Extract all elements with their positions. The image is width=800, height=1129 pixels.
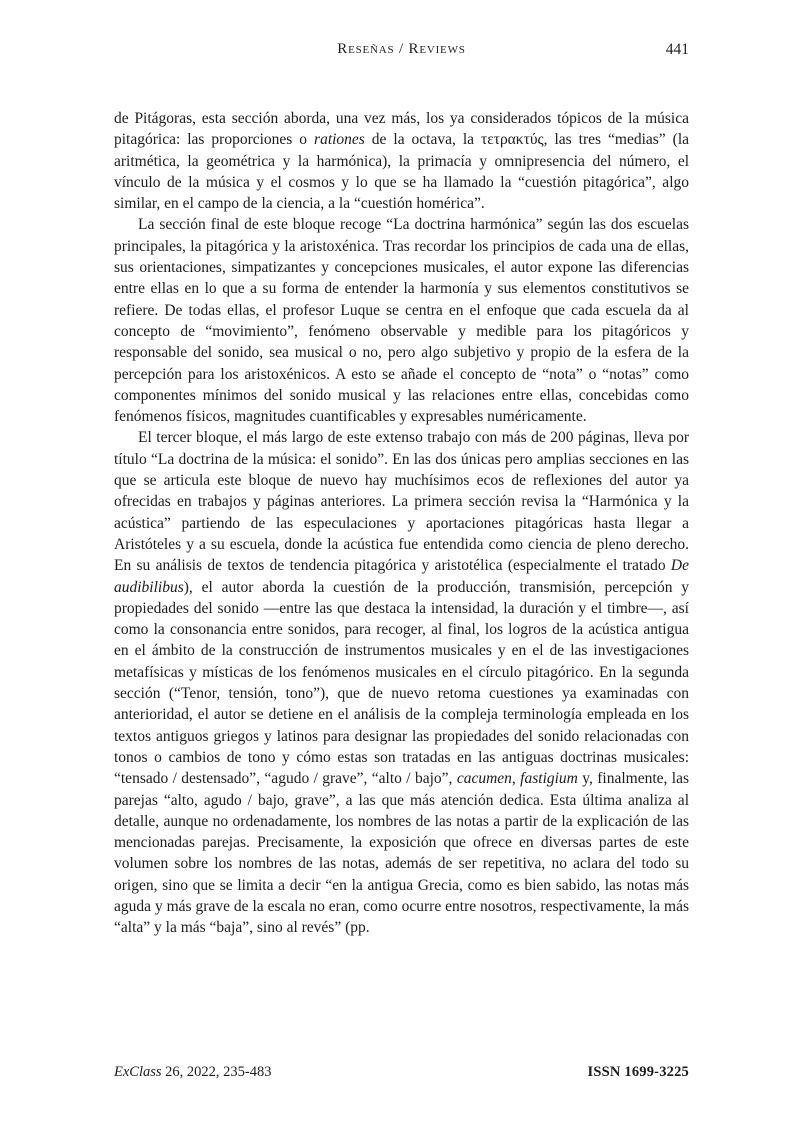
italic-text-run: fastigium xyxy=(520,770,578,788)
issn-label: ISSN 1699-3225 xyxy=(587,1064,689,1080)
journal-citation xyxy=(114,1064,272,1081)
body-text xyxy=(114,108,689,939)
text-run: ), el autor aborda la cuestión de la producción, transmisión, percepción y propiedades del sonido —entre las que destaca la intensidad, la duración y el timbre—, así como la consonancia entre sonidos, para recoger, al final, los logros de la acústica antigua en el ámbito de la construcción de instrumentos musicales y en el de las investigaciones metafísicas y místicas de los fenómenos musicales en el círculo pitagórico. En la segunda sección (“Tenor, tensión, tono”), que de nuevo retoma cuestiones ya examinadas con anterioridad, el autor se detiene en el análisis de la compleja terminología empleada en los textos antiguos griegos y latinos para designar las propiedades del sonido relacionadas con tonos o cambios de tono y cómo estas son tratadas en las antiguas doctrinas musicales: “tensado / destensado”, “agudo / grave”, “alto / bajo”, xyxy=(114,578,689,788)
paragraph xyxy=(114,214,689,427)
text-run: , xyxy=(511,770,521,788)
text-run: 26, 2022, 235-483 xyxy=(161,1064,272,1080)
text-run: La sección final de este bloque recoge “La doctrina harmónica” según las dos escuelas principales, la pitagórica y la aristoxénica. Tras recordar los principios de cada una de ellas, sus orientaciones, simpatizantes y concepciones musicales, el autor expone las diferencias entre ellas en lo que a su forma de entender la harmonía y sus elementos constitutivos se refiere. De todas ellas, el profesor Luque se centra en el enfoque que cada escuela da al concepto de “movimiento”, fenómeno observable y medible para los pitagóricos y responsable del sonido, sea musical o no, pero algo subjetivo y propio de la esfera de la percepción para los aristoxénicos. A esto se añade el concepto de “nota” o “notas” como componentes mínimos del sonido musical y las relaciones entre ellas, concebidas como fenómenos físicos, magnitudes cuantificables y expresables numéricamente. xyxy=(114,216,689,426)
text-run: de la octava, la τετρακτύς, las tres “medias” (la aritmética, la geométrica y la harmónica), la primacía y omnipresencia del número, el vínculo de la música y el cosmos y lo que se ha llamado la “cuestión pitagórica”, algo similar, en el campo de la ciencia, a la “cuestión homérica”. xyxy=(114,131,689,213)
running-title: Reseñas / Reviews xyxy=(337,41,466,57)
italic-text-run: ExClass xyxy=(114,1064,162,1080)
italic-text-run: cacumen xyxy=(456,770,512,788)
page-number: 441 xyxy=(665,41,689,58)
page-header xyxy=(114,41,689,63)
text-run: de Pitágoras, esta sección aborda, una vez más, los ya considerados tópicos de la música pitagórica: las proporciones o xyxy=(114,110,689,149)
italic-text-run: rationes xyxy=(314,131,365,149)
text-run: El tercer bloque, el más largo de este extenso trabajo con más de 200 páginas, lleva por título “La doctrina de la música: el sonido”. En las dos únicas pero amplias secciones en las que se articula este bloque de nuevo hay muchísimos ecos de reflexiones del autor ya ofrecidas en trabajos y páginas anteriores. La primera sección revisa la “Harmónica y la acústica” partiendo de las especulaciones y aportaciones pitagóricas hasta llegar a Aristóteles y a su escuela, donde la acústica fue entendida como ciencia de pleno derecho. En su análisis de textos de tendencia pitagórica y aristotélica (especialmente el tratado xyxy=(114,429,689,575)
text-run: y, finalmente, las parejas “alto, agudo / bajo, grave”, a las que más atención dedica. Esta última analiza al detalle, aunque no ordenadamente, los nombres de las notas a partir de la explicación de las mencionadas parejas. Precisamente, la exposición que ofrece en diversas partes de este volumen sobre los nombres de las notas, además de ser repetitiva, no aclara del todo su origen, sino que se limita a decir “en la antigua Grecia, como es bien sabido, las notas más aguda y más grave de la escala no eran, como ocurre entre nosotros, respectivamente, la más “alta” y la más “baja”, sino al revés” (pp. xyxy=(114,770,689,937)
page-footer xyxy=(114,1064,689,1081)
italic-text-run: De audibilibus xyxy=(114,557,689,596)
paragraph xyxy=(114,108,689,214)
paragraph xyxy=(114,427,689,938)
